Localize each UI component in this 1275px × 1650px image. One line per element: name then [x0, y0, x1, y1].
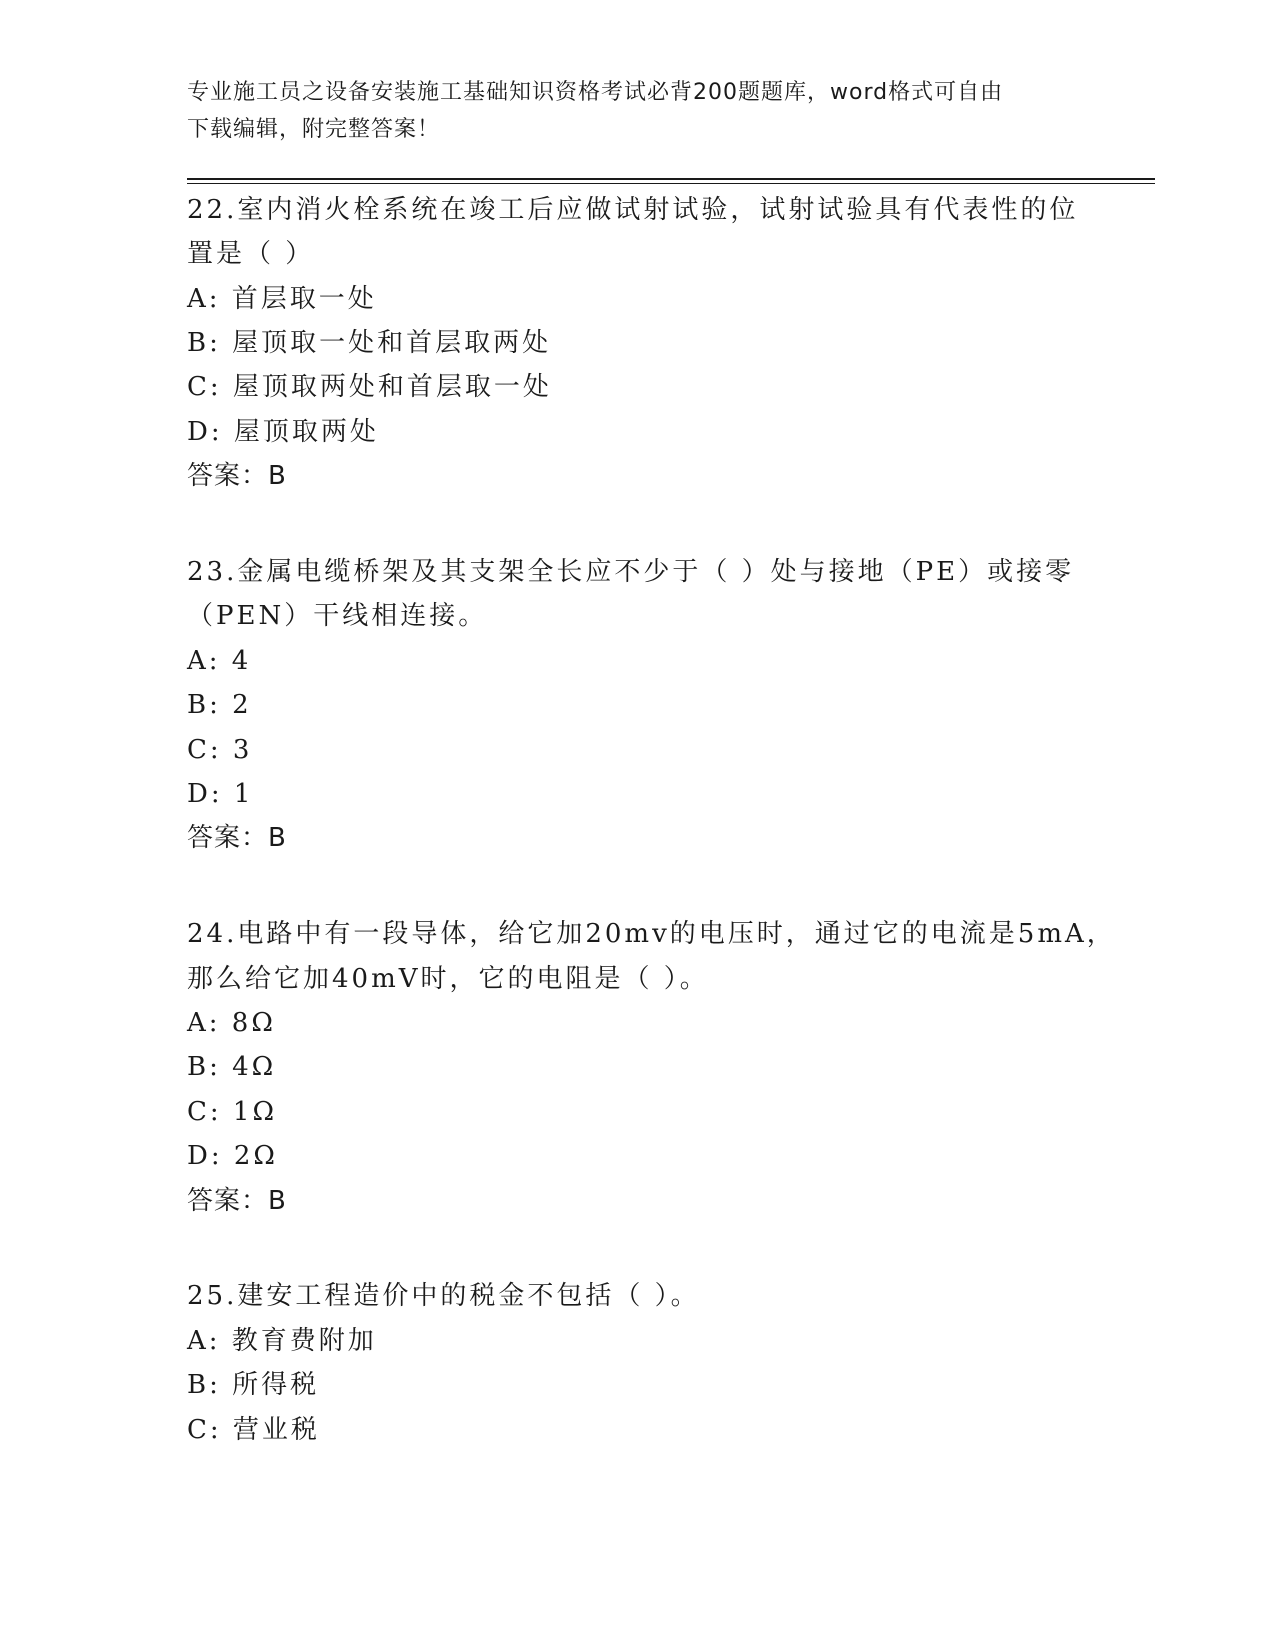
title-line: 专业施工员之设备安装施工基础知识资格考试必背200题题库，word格式可自由: [187, 80, 1004, 105]
question-22-answer: 答案：B: [187, 461, 287, 491]
document-title: [187, 74, 1087, 148]
title-line: 下载编辑，附完整答案！: [187, 117, 441, 142]
question-23-stem: 23.金属电缆桥架及其支架全长应不少于（ ）处与接地（PE）或接零: [187, 557, 1075, 587]
question-23-option-b: B: 2: [187, 690, 252, 720]
question-22-option-d: D: 屋顶取两处: [187, 417, 379, 447]
question-23-option-d: D: 1: [187, 779, 254, 809]
question-25-option-b: B: 所得税: [187, 1370, 320, 1400]
question-22-stem-cont: 置是（ ）: [187, 239, 315, 269]
question-25-option-c: C: 营业税: [187, 1415, 320, 1445]
header-divider-thin: [187, 183, 1155, 184]
question-22-option-c: C: 屋顶取两处和首层取一处: [187, 372, 552, 402]
question-23-stem-cont: （PEN）干线相连接。: [187, 601, 488, 631]
question-24-option-d: D: 2Ω: [187, 1141, 278, 1171]
question-25-option-a: A: 教育费附加: [187, 1326, 377, 1356]
question-22-option-a: A: 首层取一处: [187, 284, 377, 314]
question-24-stem: 24.电路中有一段导体，给它加20mv的电压时，通过它的电流是5mA，: [187, 919, 1116, 949]
question-24-option-c: C: 1Ω: [187, 1097, 278, 1127]
question-23-option-a: A: 4: [187, 646, 252, 676]
question-22-stem: 22.室内消火栓系统在竣工后应做试射试验，试射试验具有代表性的位: [187, 195, 1079, 225]
header-divider: [187, 178, 1155, 180]
question-22-option-b: B: 屋顶取一处和首层取两处: [187, 328, 552, 358]
question-24-option-a: A: 8Ω: [187, 1008, 276, 1038]
question-24-answer: 答案：B: [187, 1186, 287, 1216]
question-25-stem: 25.建安工程造价中的税金不包括（ ）。: [187, 1281, 700, 1311]
question-23-option-c: C: 3: [187, 735, 253, 765]
question-24-stem-cont: 那么给它加40mV时，它的电阻是（ ）。: [187, 964, 709, 994]
question-24-option-b: B: 4Ω: [187, 1052, 277, 1082]
question-23-answer: 答案：B: [187, 823, 287, 853]
